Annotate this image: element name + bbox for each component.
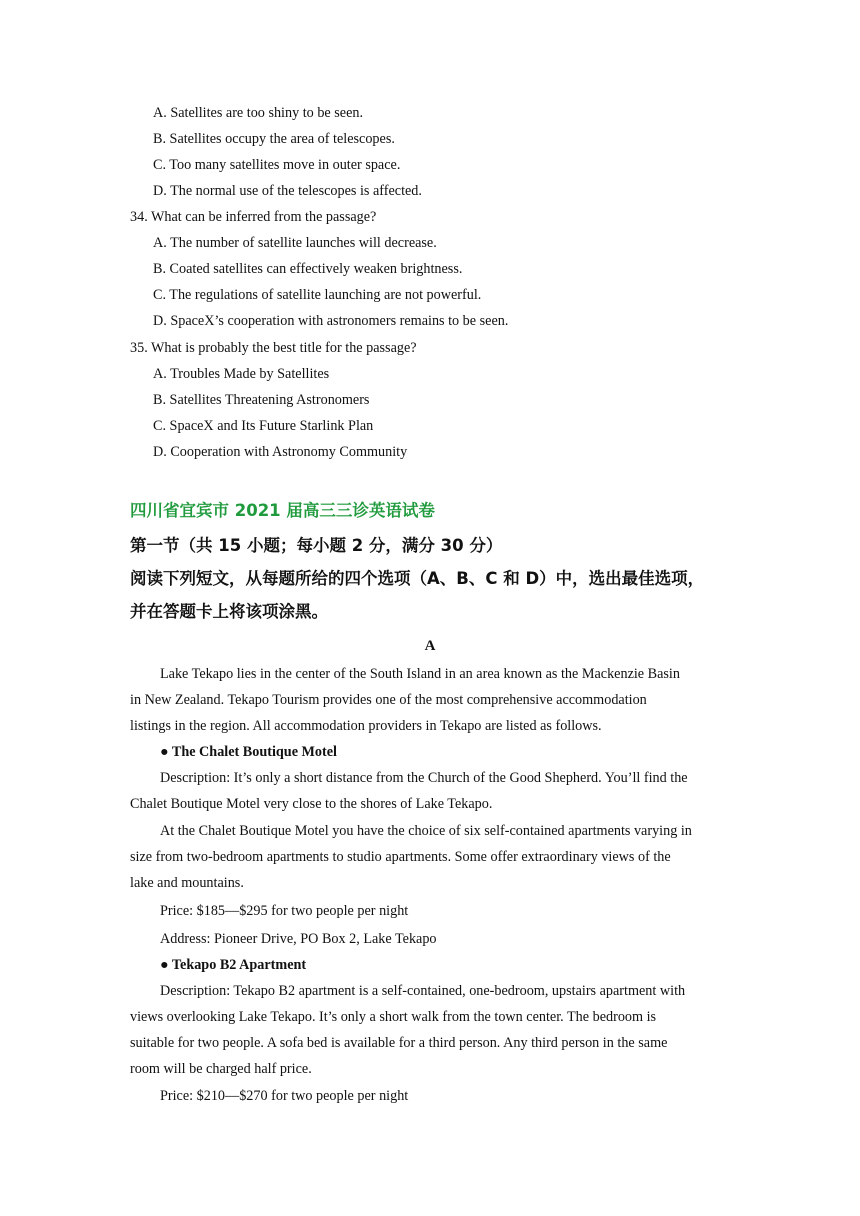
q34-option-c: C. The regulations of satellite launching are not powerful. [153, 287, 482, 303]
motel-desc2-line-1: At the Chalet Boutique Motel you have the choice of six self-contained apartments varying in [160, 823, 692, 839]
b2-price: Price: $210—$270 for two people per night [160, 1088, 409, 1104]
b2-desc-line-3: suitable for two people. A sofa bed is available for a third person. Any third person in the same [130, 1035, 668, 1051]
q34-option-b: B. Coated satellites can effectively weaken brightness. [153, 261, 463, 277]
motel-desc1-line-2: Chalet Boutique Motel very close to the shores of Lake Tekapo. [130, 796, 493, 812]
q33-option-a: A. Satellites are too shiny to be seen. [153, 105, 364, 121]
q34-option-a: A. The number of satellite launches will decrease. [153, 235, 437, 251]
motel-desc2-line-2: size from two-bedroom apartments to studio apartments. Some offer extraordinary views of the [130, 849, 671, 865]
q33-option-d: D. The normal use of the telescopes is affected. [153, 183, 422, 199]
motel-desc1-line-1: Description: It’s only a short distance from the Church of the Good Shepherd. You’ll find the [160, 770, 688, 786]
q35-stem: 35. What is probably the best title for the passage? [130, 340, 417, 356]
q35-option-b: B. Satellites Threatening Astronomers [153, 392, 370, 408]
instructions-line-2: 并在答题卡上将该项涂黑。 [130, 602, 328, 621]
q33-option-b: B. Satellites occupy the area of telescopes. [153, 131, 395, 147]
b2-heading: ● Tekapo B2 Apartment [160, 957, 307, 973]
motel-heading: ● The Chalet Boutique Motel [160, 744, 337, 760]
b2-desc-line-1: Description: Tekapo B2 apartment is a self-contained, one-bedroom, upstairs apartment with [160, 983, 686, 999]
section-heading: 第一节（共 15 小题；每小题 2 分，满分 30 分） [130, 536, 503, 555]
intro-line-1: Lake Tekapo lies in the center of the South Island in an area known as the Mackenzie Basin [160, 666, 680, 682]
intro-line-3: listings in the region. All accommodation providers in Tekapo are listed as follows. [130, 718, 602, 734]
exam-title: 四川省宜宾市 2021 届高三三诊英语试卷 [130, 501, 435, 520]
b2-desc-line-4: room will be charged half price. [130, 1061, 312, 1077]
q34-stem: 34. What can be inferred from the passage? [130, 209, 377, 225]
b2-desc-line-2: views overlooking Lake Tekapo. It’s only a short walk from the town center. The bedroom is [130, 1009, 657, 1025]
q34-option-d: D. SpaceX’s cooperation with astronomers remains to be seen. [153, 313, 509, 329]
q33-option-c: C. Too many satellites move in outer space. [153, 157, 401, 173]
q35-option-c: C. SpaceX and Its Future Starlink Plan [153, 418, 374, 434]
motel-price: Price: $185—$295 for two people per night [160, 903, 409, 919]
motel-desc2-line-3: lake and mountains. [130, 875, 244, 891]
passage-label: A [424, 638, 436, 654]
q35-option-a: A. Troubles Made by Satellites [153, 366, 330, 382]
intro-line-2: in New Zealand. Tekapo Tourism provides one of the most comprehensive accommodation [130, 692, 647, 708]
motel-address: Address: Pioneer Drive, PO Box 2, Lake Tekapo [160, 931, 437, 947]
instructions-line-1: 阅读下列短文，从每题所给的四个选项（A、B、C 和 D）中，选出最佳选项， [130, 569, 705, 588]
q35-option-d: D. Cooperation with Astronomy Community [153, 444, 408, 460]
